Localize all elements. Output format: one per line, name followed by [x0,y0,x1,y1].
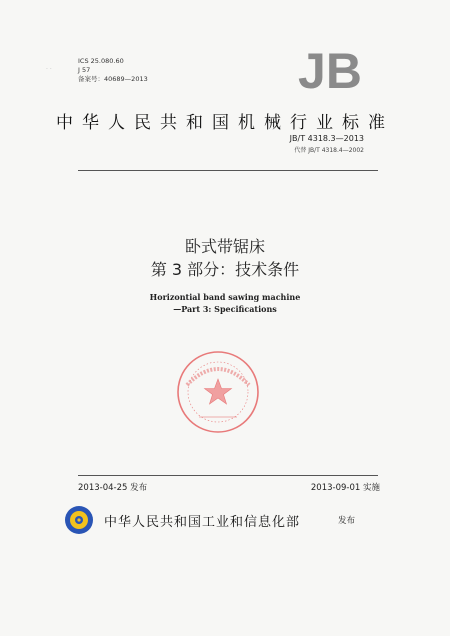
effective-date: 2013-09-01 实施 [310,483,380,493]
standard-category: 中华人民共和国机械行业标准 [56,113,394,133]
standard-number: JB/T 4318.3—2013 [289,134,364,143]
classification-block [78,57,148,84]
title-chinese-main: 卧式带锯床 [184,237,265,256]
issued-label: 发布 [338,516,356,526]
official-seal-icon [175,349,261,435]
ccs-code: J 57 [78,66,91,74]
replaces-standard: 代替 JB/T 4318.4—2002 [294,147,364,154]
ministry-emblem-icon [64,505,94,535]
header-divider [78,170,378,171]
title-english-part: —Part 3: Specifications [173,304,277,314]
record-number: 备案号：40689—2013 [78,75,148,83]
jb-logo-text: JB [298,47,362,93]
issuing-authority: 中华人民共和国工业和信息化部 [104,515,301,530]
jb-logo-icon [290,47,370,93]
title-english-main: Horizontial band sawing machine [149,292,301,302]
ics-code: ICS 25.080.60 [78,57,124,65]
title-chinese-part: 第 3 部分：技术条件 [150,260,300,279]
scan-smudge: · · [46,66,52,73]
footer-divider [78,475,378,476]
issue-date: 2013-04-25 发布 [78,483,148,493]
